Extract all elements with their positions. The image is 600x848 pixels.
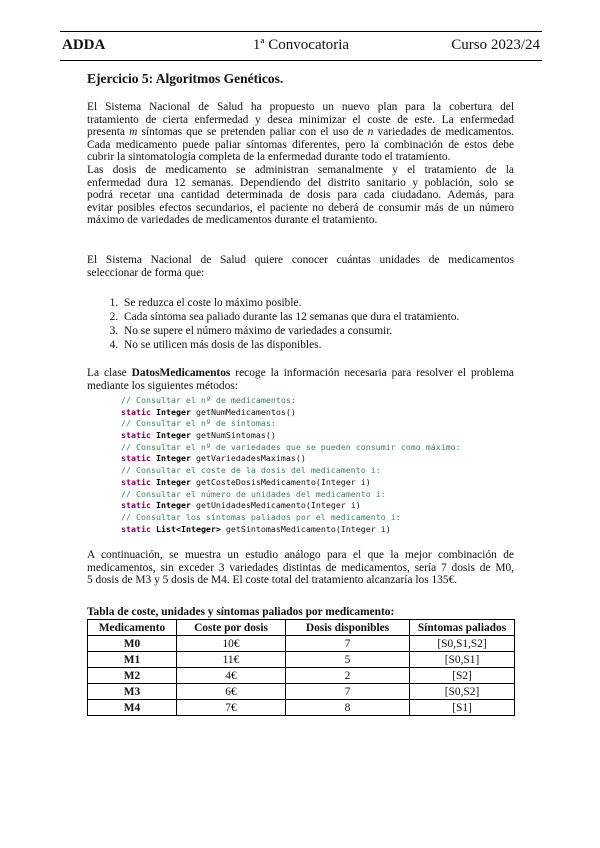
medication-table	[87, 619, 515, 716]
medication-name: M1	[88, 652, 177, 668]
column-header: Coste por dosis	[177, 620, 286, 636]
requirement-item: 3. No se supere el número máximo de variedades a consumir.	[121, 324, 459, 338]
dose-cost: 4€	[177, 668, 286, 684]
code-method: static Integer getNumMedicamentos()	[121, 406, 296, 417]
table-row	[88, 684, 515, 700]
requirement-item: 4. No se utilicen más dosis de las disponibles.	[121, 338, 459, 352]
available-doses: 2	[286, 668, 410, 684]
available-doses: 5	[286, 652, 410, 668]
medication-name: M3	[88, 684, 177, 700]
table-row	[88, 636, 515, 652]
available-doses: 7	[286, 636, 410, 652]
table-caption: Tabla de coste, unidades y síntomas paliados por medicamento:	[87, 606, 395, 618]
exam-call: 1ª Convocatoria	[252, 37, 350, 53]
relieved-symptoms: [S2]	[410, 668, 515, 684]
intro-line: El Sistema Nacional de Salud ha propuesto un nuevo plan para la cobertura del	[87, 101, 514, 113]
intro-line: Las dosis de medicamento se administran semanalmente y el tratamiento de la	[87, 163, 514, 176]
example-paragraph	[87, 549, 514, 587]
relieved-symptoms: [S0,S1]	[410, 652, 515, 668]
code-method: static Integer getNumSintomas()	[121, 430, 276, 441]
dose-cost: 7€	[177, 700, 286, 716]
requirements-list	[87, 296, 459, 352]
dose-cost: 6€	[177, 684, 286, 700]
column-header: Dosis disponibles	[286, 620, 410, 636]
exercise-title: Ejercicio 5: Algoritmos Genéticos.	[87, 71, 284, 86]
intro-line: tratamiento de cierta enfermedad y desea minimizar el coste de este. La enfermedad	[87, 113, 514, 126]
code-comment: // Consultar el nº de variedades que se pueden consumir como máximo:	[121, 441, 461, 452]
code-comment: // Consultar el nº de síntomas:	[121, 418, 276, 429]
class-intro-paragraph	[87, 367, 514, 392]
requirement-item: 2. Cada síntoma sea paliado durante las 12 semanas que dura el tratamiento.	[121, 310, 459, 324]
intro-line: evitar posibles efectos secundarios, el paciente no deberá de consumir más de un número	[87, 201, 514, 214]
intro-line: presenta m síntomas que se pretenden paliar con el uso de n variedades de medicamentos.	[87, 126, 514, 139]
relieved-symptoms: [S1]	[410, 700, 515, 716]
class-intro-line: La clase DatosMedicamentos recoge la información necesaria para resolver el problema	[87, 367, 514, 379]
intro-line: Cada medicamento puede paliar síntomas diferentes, pero la combinación de estos debe	[87, 138, 514, 151]
class-intro-line: mediante los siguientes métodos:	[87, 379, 238, 392]
variable-m: m	[129, 126, 138, 139]
course-name: ADDA	[62, 37, 106, 53]
requirement-item: 1. Se reduzca el coste lo máximo posible.	[121, 296, 459, 310]
code-comment: // Consultar el nº de medicamentos:	[121, 395, 296, 405]
academic-year: Curso 2023/24	[451, 37, 540, 53]
column-header: Síntomas paliados	[410, 620, 515, 636]
code-comment: // Consultar el número de unidades del medicamento i:	[121, 488, 386, 499]
goal-paragraph	[87, 254, 514, 279]
code-method: static Integer getVariedadesMaximas()	[121, 453, 306, 464]
variable-n: n	[367, 126, 374, 139]
table-row	[88, 652, 515, 668]
code-comment: // Consultar los síntomas paliados por el medicamento i:	[121, 511, 401, 522]
relieved-symptoms: [S0,S1,S2]	[410, 636, 515, 652]
available-doses: 7	[286, 684, 410, 700]
code-block	[121, 395, 461, 535]
code-method: static List<Integer> getSintomasMedicamento(Integer i)	[121, 523, 391, 534]
medication-name: M2	[88, 668, 177, 684]
dose-cost: 10€	[177, 636, 286, 652]
medication-name: M4	[88, 700, 177, 716]
intro-line: cubrir la sintomatología completa de la enfermedad durante todo el tratamiento.	[87, 151, 451, 164]
example-line: 5 dosis de M3 y 5 dosis de M4. El coste total del tratamiento alcanzaría los 135€.	[87, 574, 458, 587]
dose-cost: 11€	[177, 652, 286, 668]
intro-line: máximo de variedades de medicamentos durante el tratamiento.	[87, 214, 378, 227]
code-comment: // Consultar el coste de la dosis del medicamento i:	[121, 465, 381, 476]
class-name: DatosMedicamentos	[131, 367, 231, 379]
example-line: medicamentos, sin exceder 3 variedades distintas de medicamentos, sería 7 dosis de M0,	[87, 561, 514, 574]
code-method: static Integer getCosteDosisMedicamento(Integer i)	[121, 476, 371, 487]
code-method: static Integer getUnidadesMedicamento(Integer i)	[121, 500, 361, 511]
table-row	[88, 700, 515, 716]
intro-line: podrá recetar una cantidad determinada de dosis para cada ciudadano. Además, para	[87, 189, 514, 202]
example-line: A continuación, se muestra un estudio análogo para el que la mejor combinación de	[87, 549, 514, 561]
page-header	[60, 31, 542, 61]
table-header-row	[88, 620, 515, 636]
column-header: Medicamento	[88, 620, 177, 636]
intro-paragraph	[87, 101, 514, 227]
medication-name: M0	[88, 636, 177, 652]
goal-line: El Sistema Nacional de Salud quiere conocer cuántas unidades de medicamentos	[87, 254, 514, 266]
available-doses: 8	[286, 700, 410, 716]
table-row	[88, 668, 515, 684]
relieved-symptoms: [S0,S2]	[410, 684, 515, 700]
goal-line: seleccionar de forma que:	[87, 266, 205, 279]
intro-line: enfermedad dura 12 semanas. Dependiendo del distrito sanitario y población, solo se	[87, 176, 514, 189]
